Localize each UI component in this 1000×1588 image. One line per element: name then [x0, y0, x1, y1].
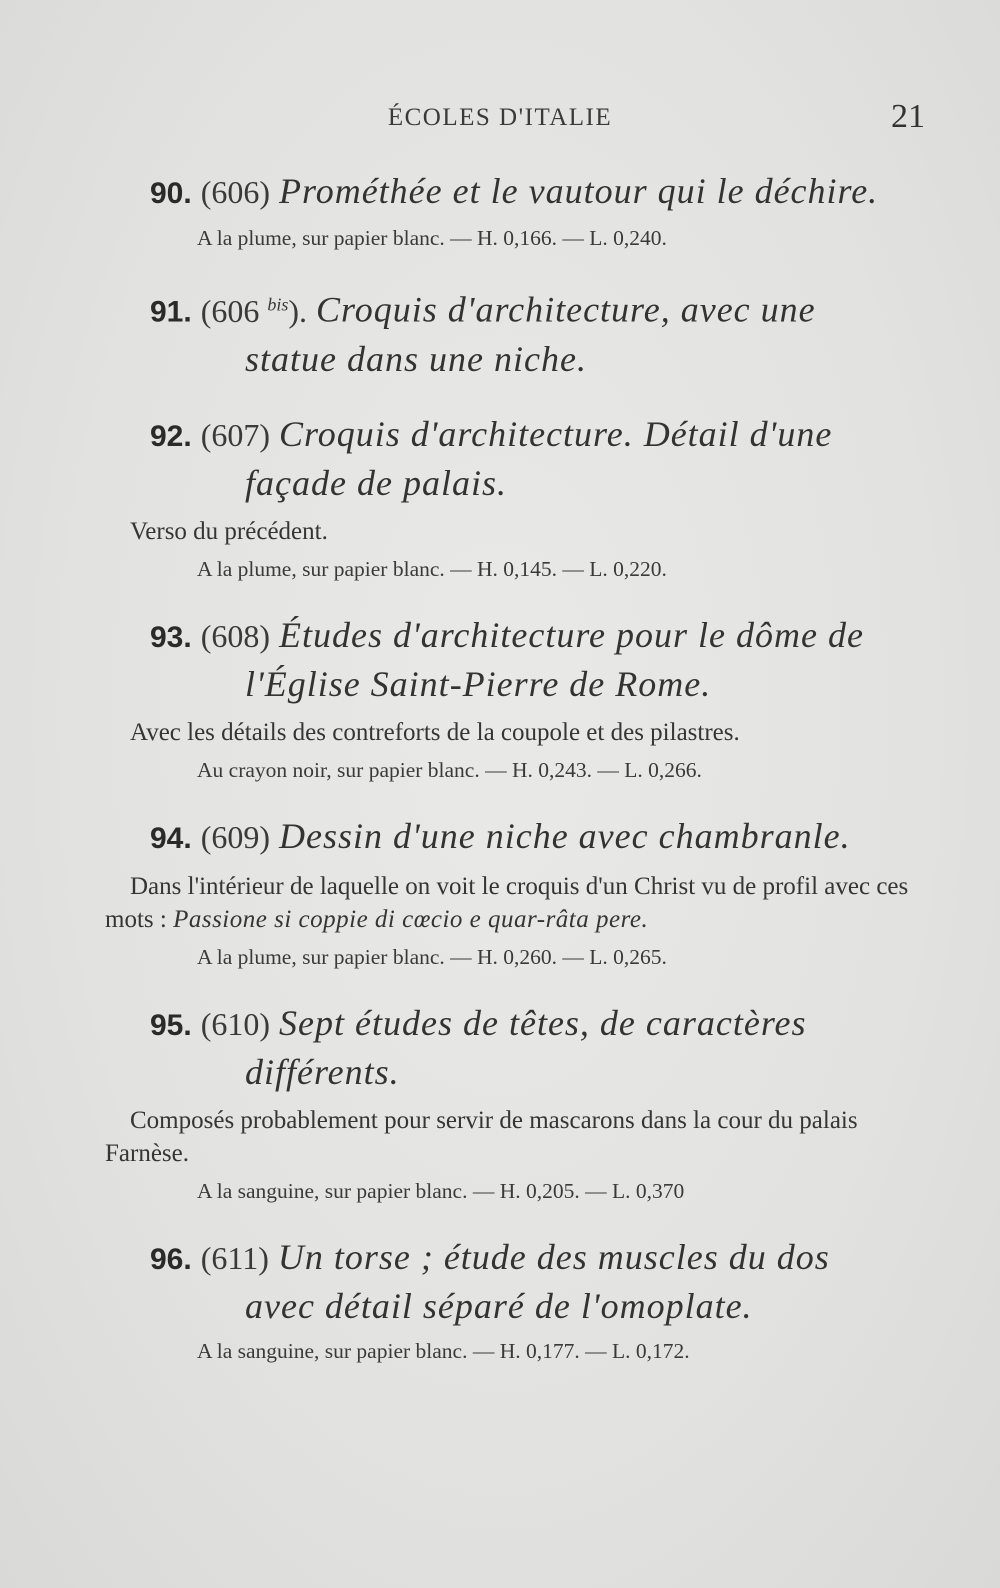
entry-number: 95.: [150, 1008, 192, 1042]
entry-reference-sup: bis: [267, 294, 289, 314]
entry-heading: [105, 168, 923, 217]
entry-title-continued: statue dans une niche.: [245, 338, 587, 379]
entry-description-text: Dans l'intérieur de laquelle on voit le croquis d'un Christ vu de profil avec ces mots :: [105, 872, 909, 933]
entry-reference: (611): [200, 1239, 269, 1276]
entry-number: 96.: [150, 1242, 192, 1276]
running-title: ÉCOLES D'ITALIE: [387, 104, 613, 131]
entry-number: 92.: [150, 419, 192, 453]
catalogue-entry-94: [105, 813, 923, 972]
entry-title: Prométhée et le vautour qui le déchire.: [279, 171, 879, 211]
entry-title: Un torse ; étude des muscles du dos: [277, 1236, 830, 1277]
entry-title-continued: différents.: [245, 1051, 400, 1092]
catalogue-entry-93: [105, 612, 923, 785]
entry-heading: [105, 1234, 923, 1330]
entry-title-continued: l'Église Saint-Pierre de Rome.: [245, 663, 712, 704]
catalogue-entry-91: [105, 281, 923, 383]
entry-reference: (610): [200, 1005, 271, 1042]
entry-number: 93.: [150, 620, 192, 654]
entry-dimensions: A la plume, sur papier blanc. — H. 0,260. — L. 0,265.: [197, 944, 667, 969]
entry-reference: (607): [200, 416, 271, 453]
entry-heading: [105, 281, 923, 383]
entry-reference: (609): [200, 818, 271, 855]
entry-number: 94.: [150, 821, 192, 855]
entry-reference: [201, 293, 307, 329]
page-header: [0, 100, 1000, 150]
catalogue-entry-95: [105, 1000, 923, 1206]
entry-description: Verso du précédent.: [130, 517, 328, 545]
entry-reference-open: (606: [200, 292, 260, 329]
entry-title-continued: avec détail séparé de l'omoplate.: [245, 1285, 753, 1326]
entry-title: Croquis d'architecture, avec une: [316, 289, 816, 330]
entry-title-continued: façade de palais.: [245, 462, 507, 503]
entry-heading: [105, 1000, 923, 1096]
entry-dimensions: A la sanguine, sur papier blanc. — H. 0,205. — L. 0,370: [197, 1178, 685, 1203]
page-number: 21: [891, 98, 925, 135]
catalogue-entry-96: [105, 1234, 923, 1366]
entry-heading: [105, 813, 923, 862]
entry-heading: [105, 411, 923, 507]
entry-description: [105, 870, 923, 936]
entry-heading: [105, 612, 923, 708]
entry-reference-close: ).: [288, 292, 308, 329]
entry-reference: (606): [200, 174, 271, 210]
entry-description: Composés probablement pour servir de mascarons dans la cour du palais Farnèse.: [105, 1106, 858, 1167]
entry-description: Avec les détails des contreforts de la coupole et des pilastres.: [130, 718, 740, 746]
entry-number: 91.: [150, 295, 192, 329]
entry-title: Études d'architecture pour le dôme de: [279, 614, 864, 655]
catalogue-entries: [105, 168, 923, 1394]
catalogue-entry-92: [105, 411, 923, 584]
entry-number: 90.: [150, 177, 192, 210]
entry-title: Croquis d'architecture. Détail d'une: [279, 413, 833, 454]
entry-dimensions: A la sanguine, sur papier blanc. — H. 0,177. — L. 0,172.: [197, 1338, 690, 1363]
entry-dimensions: A la plume, sur papier blanc. — H. 0,166. — L. 0,240.: [197, 226, 667, 250]
entry-title: Dessin d'une niche avec chambranle.: [279, 815, 851, 856]
entry-title: Sept études de têtes, de caractères: [279, 1002, 807, 1043]
entry-inscription: Passione si coppie di cœcio e quar-râta pere.: [173, 905, 649, 933]
entry-reference: (608): [200, 617, 271, 654]
entry-dimensions: Au crayon noir, sur papier blanc. — H. 0,243. — L. 0,266.: [197, 757, 702, 782]
entry-dimensions: A la plume, sur papier blanc. — H. 0,145. — L. 0,220.: [197, 556, 667, 581]
catalogue-entry-90: [105, 168, 923, 253]
